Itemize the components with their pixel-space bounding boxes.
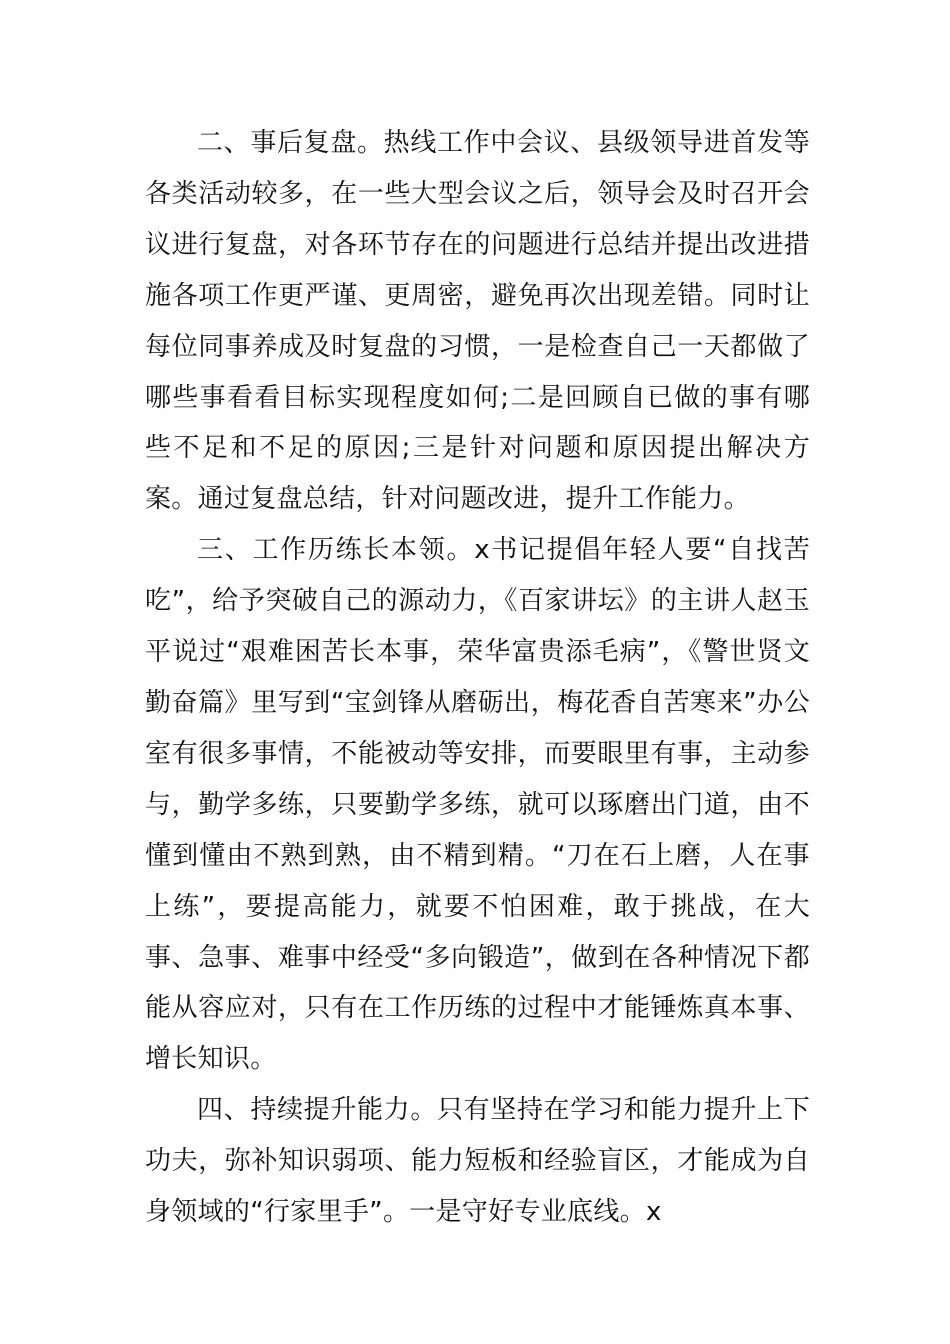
- paragraph-continuous-improvement: 四、持续提升能力。只有坚持在学习和能力提升上下功夫，弥补知识弱项、能力短板和经验盲区，才能成为自身领域的“行家里手”。一是守好专业底线。x: [145, 1095, 810, 1228]
- document-body: [145, 118, 810, 1238]
- paragraph-review: 二、事后复盘。热线工作中会议、县级领导进首发等各类活动较多，在一些大型会议之后，领导会及时召开会议进行复盘，对各环节存在的问题进行总结并提出改进措施各项工作更严谨、更周密，避免再次出现差错。同时让每位同事养成及时复盘的习惯，一是检查自己一天都做了哪些事看看目标实现程度如何;二是回顾自已做的事有哪些不足和不足的原因;三是针对问题和原因提出解决方案。通过复盘总结，针对问题改进，提升工作能力。: [145, 128, 810, 515]
- paragraph-work-training: 三、工作历练长本领。x书记提倡年轻人要“自找苦吃”，给予突破自己的源动力，《百家讲坛》的主讲人赵玉平说过“艰难困苦长本事，荣华富贵添毛病”，《警世贤文勤奋篇》里写到“宝剑锋从磨砺出，梅花香自苦寒来”办公室有很多事情，不能被动等安排，而要眼里有事，主动参与，勤学多练，只要勤学多练，就可以琢磨出门道，由不懂到懂由不熟到熟，由不精到精。“刀在石上磨，人在事上练”，要提高能力，就要不怕困难，敢于挑战，在大事、急事、难事中经受“多向锻造”，做到在各种情况下都能从容应对，只有在工作历练的过程中才能锤炼真本事、增长知识。: [145, 535, 810, 1075]
